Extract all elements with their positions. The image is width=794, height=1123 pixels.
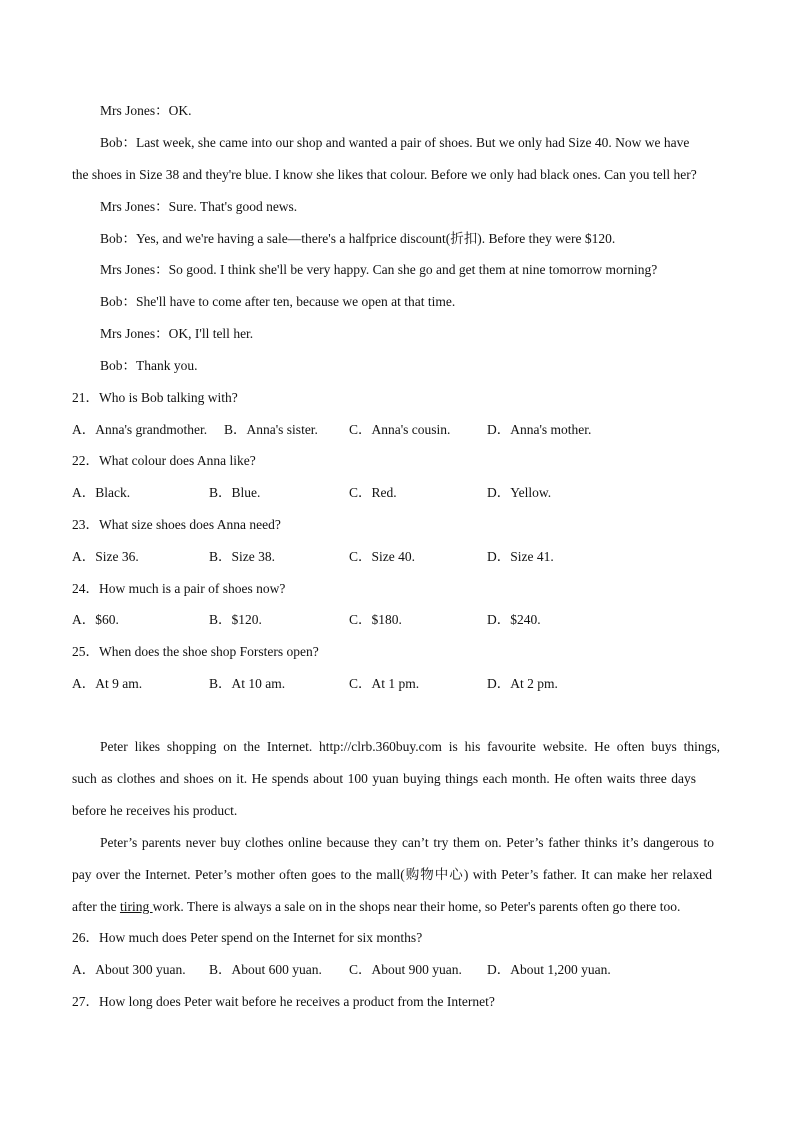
- option-d[interactable]: D．Yellow.: [487, 485, 552, 500]
- question-options: [72, 676, 732, 692]
- option-b[interactable]: B．$120.: [209, 612, 262, 627]
- speaker: Bob：: [100, 294, 137, 309]
- dialogue-text: OK.: [168, 103, 192, 118]
- dialogue-line: [100, 358, 760, 374]
- question-options: [72, 962, 732, 978]
- option-b[interactable]: B．Anna's sister.: [224, 422, 318, 437]
- question-stem: 21．Who is Bob talking with?: [72, 390, 238, 405]
- option-a[interactable]: A．At 9 am.: [72, 676, 143, 691]
- question-stem: 24．How much is a pair of shoes now?: [72, 581, 286, 596]
- question-stem: 26．How much does Peter spend on the Internet for six months?: [72, 930, 423, 945]
- option-c[interactable]: C．Red.: [349, 485, 397, 500]
- option-d[interactable]: D．Anna's mother.: [487, 422, 592, 437]
- passage-line: before he receives his product.: [72, 803, 238, 818]
- option-b[interactable]: B．Blue.: [209, 485, 261, 500]
- option-b[interactable]: B．Size 38.: [209, 549, 275, 564]
- option-a[interactable]: A．About 300 yuan.: [72, 962, 186, 977]
- passage-text: after the: [72, 899, 120, 914]
- speaker: Bob：: [100, 135, 137, 150]
- dialogue-line: [100, 262, 760, 278]
- speaker: Mrs Jones：: [100, 199, 169, 214]
- dialogue-line: [100, 199, 760, 215]
- passage-line: Peter’s parents never buy clothes online because they can’t try them on. Peter’s father thinks it’s dangerous to: [100, 835, 714, 850]
- option-a[interactable]: A．Size 36.: [72, 549, 139, 564]
- question-stem: 22．What colour does Anna like?: [72, 453, 256, 468]
- dialogue-text: OK, I'll tell her.: [168, 326, 254, 341]
- passage-text: work. There is always a sale on in the shops near their home, so Peter's parents often go there too.: [152, 899, 681, 914]
- option-c[interactable]: C．At 1 pm.: [349, 676, 420, 691]
- dialogue-line: [100, 294, 760, 310]
- option-c[interactable]: C．About 900 yuan.: [349, 962, 462, 977]
- question-options: [72, 549, 732, 565]
- option-c[interactable]: C．Size 40.: [349, 549, 415, 564]
- dialogue-text: So good. I think she'll be very happy. Can she go and get them at nine tomorrow morning?: [168, 262, 658, 277]
- passage-line: such as clothes and shoes on it. He spends about 100 yuan buying things each month. He often waits three days: [72, 771, 696, 786]
- dialogue-text: Yes, and we're having a sale—there's a halfprice discount(折扣). Before they were $120.: [136, 231, 616, 246]
- speaker: Mrs Jones：: [100, 262, 169, 277]
- speaker: Bob：: [100, 231, 137, 246]
- question-options: [72, 422, 732, 438]
- option-a[interactable]: A．Black.: [72, 485, 131, 500]
- option-a[interactable]: A．$60.: [72, 612, 119, 627]
- option-b[interactable]: B．About 600 yuan.: [209, 962, 322, 977]
- question-options: [72, 612, 732, 628]
- passage-line: Peter likes shopping on the Internet. http://clrb.360buy.com is his favourite website. He often buys things,: [100, 739, 720, 754]
- option-d[interactable]: D．About 1,200 yuan.: [487, 962, 611, 977]
- speaker: Mrs Jones：: [100, 103, 169, 118]
- dialogue-text: Sure. That's good news.: [168, 199, 298, 214]
- option-c[interactable]: C．$180.: [349, 612, 402, 627]
- dialogue-text: She'll have to come after ten, because we open at that time.: [136, 294, 456, 309]
- dialogue-continuation: the shoes in Size 38 and they're blue. I know she likes that colour. Before we only had black ones. Can you tell her?: [72, 167, 697, 182]
- dialogue-line: [100, 135, 760, 151]
- underlined-word: tiring: [119, 899, 153, 914]
- question-options: [72, 485, 732, 501]
- option-d[interactable]: D．Size 41.: [487, 549, 554, 564]
- dialogue-text: Thank you.: [136, 358, 198, 373]
- option-d[interactable]: D．At 2 pm.: [487, 676, 558, 691]
- question-stem: 27．How long does Peter wait before he receives a product from the Internet?: [72, 994, 495, 1009]
- dialogue-text: Last week, she came into our shop and wanted a pair of shoes. But we only had Size 40. Now we have: [136, 135, 690, 150]
- question-stem: 23．What size shoes does Anna need?: [72, 517, 281, 532]
- passage-line: pay over the Internet. Peter’s mother often goes to the mall(购物中心) with Peter’s father. It can make her relaxed: [72, 867, 712, 882]
- option-a[interactable]: A．Anna's grandmother.: [72, 422, 208, 437]
- option-d[interactable]: D．$240.: [487, 612, 541, 627]
- speaker: Mrs Jones：: [100, 326, 169, 341]
- option-c[interactable]: C．Anna's cousin.: [349, 422, 451, 437]
- option-b[interactable]: B．At 10 am.: [209, 676, 286, 691]
- dialogue-line: [100, 326, 760, 342]
- passage-line: [72, 899, 732, 915]
- question-stem: 25．When does the shoe shop Forsters open?: [72, 644, 319, 659]
- dialogue-line: [100, 103, 760, 119]
- dialogue-line: [100, 231, 760, 247]
- speaker: Bob：: [100, 358, 137, 373]
